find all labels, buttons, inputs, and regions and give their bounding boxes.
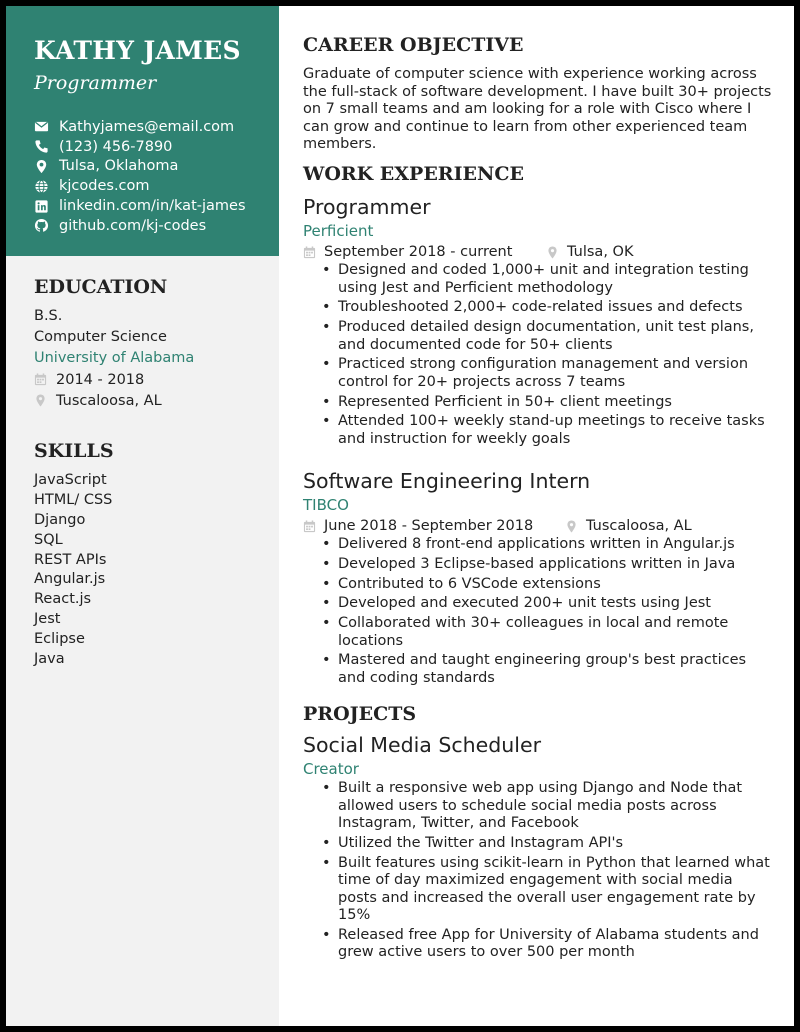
skill-item: Eclipse bbox=[34, 631, 85, 648]
contact-github[interactable] bbox=[34, 216, 246, 236]
education-location bbox=[34, 390, 194, 411]
skill-item: Angular.js bbox=[34, 571, 106, 588]
bullet-item: • Produced detailed design documentation, unit test plans, and documented code for 50+ clients bbox=[303, 319, 773, 354]
contact-linkedin[interactable] bbox=[34, 196, 246, 216]
job-dates-text: June 2018 - September 2018 bbox=[324, 518, 534, 534]
bullet-item: • Developed and executed 200+ unit tests using Jest bbox=[303, 595, 773, 613]
job-location-text: Tulsa, OK bbox=[567, 244, 634, 260]
contact-list bbox=[34, 117, 246, 236]
envelope-icon bbox=[34, 119, 49, 134]
company-name: TIBCO bbox=[303, 496, 349, 514]
school-name: University of Alabama bbox=[34, 350, 195, 366]
skills-section bbox=[34, 440, 114, 670]
github-icon bbox=[34, 218, 49, 233]
location-pin-icon bbox=[546, 246, 559, 259]
bullet-item: • Designed and coded 1,000+ unit and integration testing using Jest and Perficient methodology bbox=[303, 262, 773, 297]
skill-item: React.js bbox=[34, 591, 92, 608]
bullet-item: • Attended 100+ weekly stand-up meetings to receive tasks and instruction for weekly goals bbox=[303, 413, 773, 448]
objective-text: Graduate of computer science with experience working across the full-stack of software development. I have built 30+ projects on 7 small teams and am looking for a role with Cisco where I can grow and continue to learn from other experienced team members. bbox=[303, 66, 772, 152]
calendar-icon bbox=[34, 373, 47, 386]
project-role: Creator bbox=[303, 760, 359, 778]
education-heading: EDUCATION bbox=[34, 276, 168, 298]
bullet-item: • Built a responsive web app using Django and Node that allowed users to schedule social media posts across Instagram, Twitter, and Facebook bbox=[303, 780, 773, 833]
skill-item: JavaScript bbox=[34, 472, 107, 488]
contact-text: Tulsa, Oklahoma bbox=[59, 158, 179, 175]
degree: B.S. bbox=[34, 308, 63, 324]
job-title: Programmer bbox=[303, 195, 431, 219]
company-name: Perficient bbox=[303, 222, 374, 240]
field-of-study: Computer Science bbox=[34, 329, 167, 345]
skill-item: HTML/ CSS bbox=[34, 491, 113, 508]
job-location bbox=[546, 242, 633, 262]
resume-page bbox=[6, 6, 794, 1026]
bullet-item: • Troubleshooted 2,000+ code-related issues and defects bbox=[303, 299, 773, 317]
contact-text: linkedin.com/in/kat-james bbox=[59, 198, 246, 215]
contact-location bbox=[34, 157, 246, 177]
globe-icon bbox=[34, 179, 49, 194]
bullet-item: • Contributed to 6 VSCode extensions bbox=[303, 576, 773, 594]
bullet-item: • Released free App for University of Alabama students and grew active users to over 500 per month bbox=[303, 927, 773, 962]
job-meta bbox=[303, 242, 773, 262]
bullet-item: • Developed 3 Eclipse-based applications written in Java bbox=[303, 556, 773, 574]
bullet-item: • Represented Perficient in 50+ client meetings bbox=[303, 394, 773, 412]
contact-text: kjcodes.com bbox=[59, 178, 150, 195]
skill-item: Django bbox=[34, 511, 86, 528]
objective-heading: CAREER OBJECTIVE bbox=[303, 34, 524, 56]
bullet-item: • Built features using scikit-learn in Python that learned what time of day maximized engagement with social media posts and increased the overall user engagement rate by 15% bbox=[303, 855, 773, 925]
contact-text: (123) 456-7890 bbox=[59, 138, 173, 155]
contact-text: Kathyjames@email.com bbox=[59, 118, 235, 135]
contact-website[interactable] bbox=[34, 176, 246, 196]
job-dates bbox=[303, 516, 565, 536]
job-bullets bbox=[303, 536, 773, 687]
candidate-title: Programmer bbox=[34, 72, 157, 94]
sidebar bbox=[6, 6, 279, 1026]
contact-email[interactable] bbox=[34, 117, 246, 137]
location-pin-icon bbox=[34, 394, 47, 407]
linkedin-icon bbox=[34, 199, 49, 214]
experience-heading: WORK EXPERIENCE bbox=[303, 163, 524, 185]
job-dates bbox=[303, 242, 546, 262]
projects-heading: PROJECTS bbox=[303, 703, 417, 725]
calendar-icon bbox=[303, 520, 316, 533]
location-pin-icon bbox=[34, 159, 49, 174]
job-dates-text: September 2018 - current bbox=[324, 244, 513, 260]
contact-text: github.com/kj-codes bbox=[59, 217, 207, 234]
phone-icon bbox=[34, 139, 49, 154]
job-meta bbox=[303, 516, 773, 536]
project-bullets bbox=[303, 780, 773, 962]
bullet-item: • Collaborated with 30+ colleagues in local and remote locations bbox=[303, 615, 773, 650]
job-bullets bbox=[303, 262, 773, 448]
education-dates-text: 2014 - 2018 bbox=[56, 371, 145, 388]
header-block bbox=[6, 6, 279, 256]
job-title: Software Engineering Intern bbox=[303, 469, 591, 493]
job-location-text: Tuscaloosa, AL bbox=[586, 518, 692, 534]
project-social-media-scheduler bbox=[303, 732, 773, 964]
bullet-item: • Practiced strong configuration management and version control for 20+ projects across 7 teams bbox=[303, 356, 773, 391]
skills-heading: SKILLS bbox=[34, 440, 114, 462]
candidate-name: KATHY JAMES bbox=[34, 36, 241, 65]
calendar-icon bbox=[303, 246, 316, 259]
job-programmer bbox=[303, 194, 773, 451]
bullet-item: • Delivered 8 front-end applications written in Angular.js bbox=[303, 536, 773, 554]
project-title: Social Media Scheduler bbox=[303, 733, 542, 757]
bullet-item: • Utilized the Twitter and Instagram API's bbox=[303, 835, 773, 853]
skill-item: Java bbox=[34, 651, 65, 668]
education-dates bbox=[34, 369, 194, 390]
skill-item: Jest bbox=[34, 611, 61, 628]
job-location bbox=[565, 516, 692, 536]
bullet-item: • Mastered and taught engineering group's best practices and coding standards bbox=[303, 652, 773, 687]
education-location-text: Tuscaloosa, AL bbox=[56, 392, 162, 409]
location-pin-icon bbox=[565, 520, 578, 533]
skill-item: REST APIs bbox=[34, 551, 107, 568]
education-section bbox=[34, 276, 194, 411]
contact-phone[interactable] bbox=[34, 137, 246, 157]
skill-item: SQL bbox=[34, 531, 63, 548]
skills-list bbox=[34, 471, 114, 670]
job-intern bbox=[303, 468, 773, 690]
